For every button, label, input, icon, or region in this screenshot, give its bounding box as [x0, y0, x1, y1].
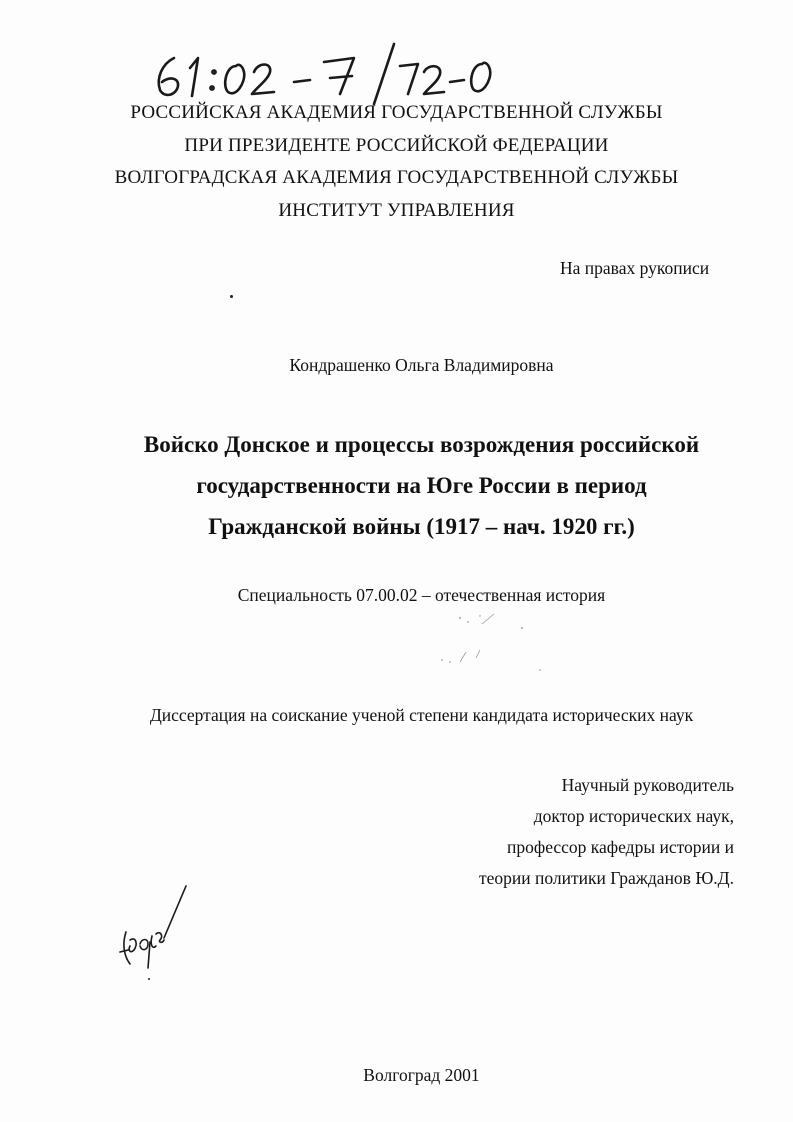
title-line: Гражданской войны (1917 – нач. 1920 гг.) — [208, 514, 635, 539]
dissertation-title — [0, 424, 793, 547]
institution-line: ИНСТИТУТ УПРАВЛЕНИЯ — [278, 199, 515, 221]
signature-icon — [112, 880, 202, 975]
city-year: Волгоград 2001 — [363, 1065, 480, 1085]
supervisor-line: теории политики Гражданов Ю.Д. — [479, 868, 734, 888]
author-name: Кондрашенко Ольга Владимировна — [289, 355, 554, 375]
institution-header — [0, 97, 793, 227]
institution-line: ПРИ ПРЕЗИДЕНТЕ РОССИЙСКОЙ ФЕДЕРАЦИИ — [184, 134, 609, 156]
supervisor-line: доктор исторических наук, — [533, 806, 734, 826]
institution-line: РОССИЙСКАЯ АКАДЕМИЯ ГОСУДАРСТВЕННОЙ СЛУЖБЫ — [130, 102, 663, 123]
supervisor-line: профессор кафедры истории и — [506, 837, 734, 857]
scan-noise — [420, 600, 550, 675]
scan-speck — [230, 295, 233, 298]
supervisor-line: Научный руководитель — [561, 775, 734, 795]
handwritten-signature — [112, 880, 202, 975]
specialty-line: Специальность 07.00.02 – отечественная история — [237, 585, 606, 605]
supervisor-block — [479, 770, 734, 894]
rights-note: На правах рукописи — [560, 258, 710, 278]
institution-line: ВОЛГОГРАДСКАЯ АКАДЕМИЯ ГОСУДАРСТВЕННОЙ СЛУЖБЫ — [114, 167, 679, 188]
scan-speck — [148, 978, 150, 980]
title-line: государственности на Юге России в период — [196, 473, 647, 498]
title-line: Войско Донское и процессы возрождения российской — [143, 432, 700, 457]
dissertation-statement: Диссертация на соискание ученой степени кандидата исторических наук — [149, 705, 694, 725]
